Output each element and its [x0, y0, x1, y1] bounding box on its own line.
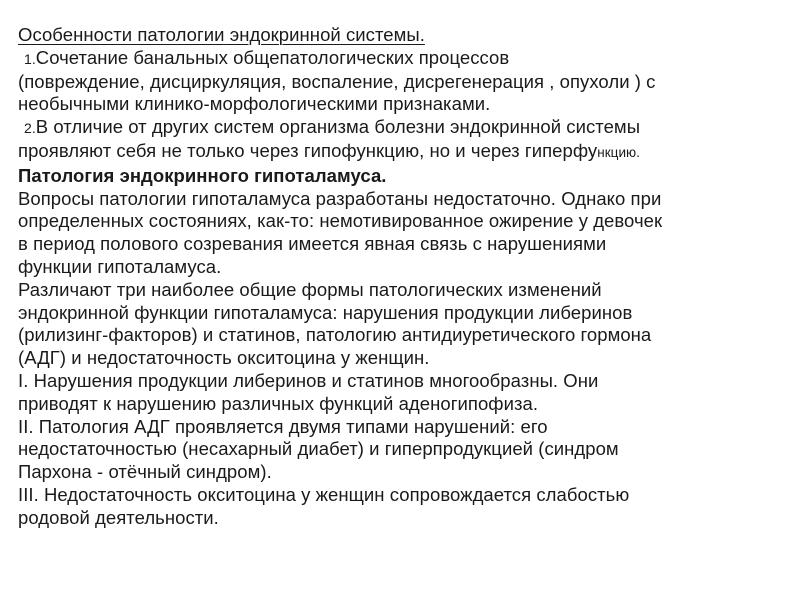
point-1-number: 1. [24, 50, 36, 67]
paragraph-2-line: (рилизинг-факторов) и статинов, патологию антидиуретического гормона [18, 324, 652, 346]
paragraph-2 [18, 279, 788, 370]
point-2 [18, 116, 788, 165]
item-2-line: Пархона - отёчный синдром). [18, 461, 272, 483]
point-1-line-3: необычными клинико-морфологическими признаками. [18, 93, 491, 115]
item-1 [18, 370, 788, 416]
document-title: Особенности патологии эндокринной системы. [18, 24, 425, 45]
point-2-line-2-tail: нкцию. [597, 144, 641, 160]
point-1-text: Сочетание банальных общепатологических процессов [35, 46, 510, 68]
paragraph-2-line: эндокринной функции гипоталамуса: нарушения продукции либеринов [18, 301, 633, 323]
item-2-line: II. Патология АДГ проявляется двумя типами нарушений: его [18, 415, 548, 437]
item-1-line: приводят к нарушению различных функций аденогипофиза. [18, 392, 539, 414]
paragraph-1-line: Вопросы патологии гипоталамуса разработаны недостаточно. Однако при [18, 187, 662, 209]
paragraph-1-line: определенных состояниях, как-то: немотивированное ожирение у девочек [18, 210, 663, 232]
item-3-line: III. Недостаточность окситоцина у женщин сопровождается слабостью [18, 483, 630, 505]
point-1-line-2: (повреждение, дисциркуляция, воспаление, дисрегенерация , опухоли ) с [18, 70, 656, 92]
point-2-line-2-main: проявляют себя не только через гипофункцию, но и через гиперфу [18, 139, 598, 161]
point-2-number: 2. [24, 120, 36, 137]
document-body [18, 24, 788, 530]
point-2-line-1 [18, 116, 788, 140]
section-title: Патология эндокринного гипоталамуса. [18, 164, 387, 186]
paragraph-2-line: Различают три наиболее общие формы патологических изменений [18, 278, 602, 300]
point-2-line-2 [18, 140, 788, 165]
item-3-line: родовой деятельности. [18, 506, 219, 528]
paragraph-1-line: функции гипоталамуса. [18, 255, 222, 277]
point-2-text: В отличие от других систем организма болезни эндокринной системы [35, 116, 641, 138]
item-1-line: I. Нарушения продукции либеринов и статинов многообразны. Они [18, 369, 599, 391]
item-3 [18, 484, 788, 530]
paragraph-1 [18, 188, 788, 279]
item-2-line: недостаточностью (несахарный диабет) и гиперпродукцией (синдром [18, 438, 619, 460]
paragraph-2-line: (АДГ) и недостаточность окситоцина у женщин. [18, 347, 430, 369]
item-2 [18, 416, 788, 484]
point-1 [18, 47, 788, 116]
point-1-line-1 [18, 47, 788, 71]
paragraph-1-line: в период полового созревания имеется явная связь с нарушениями [18, 233, 607, 255]
